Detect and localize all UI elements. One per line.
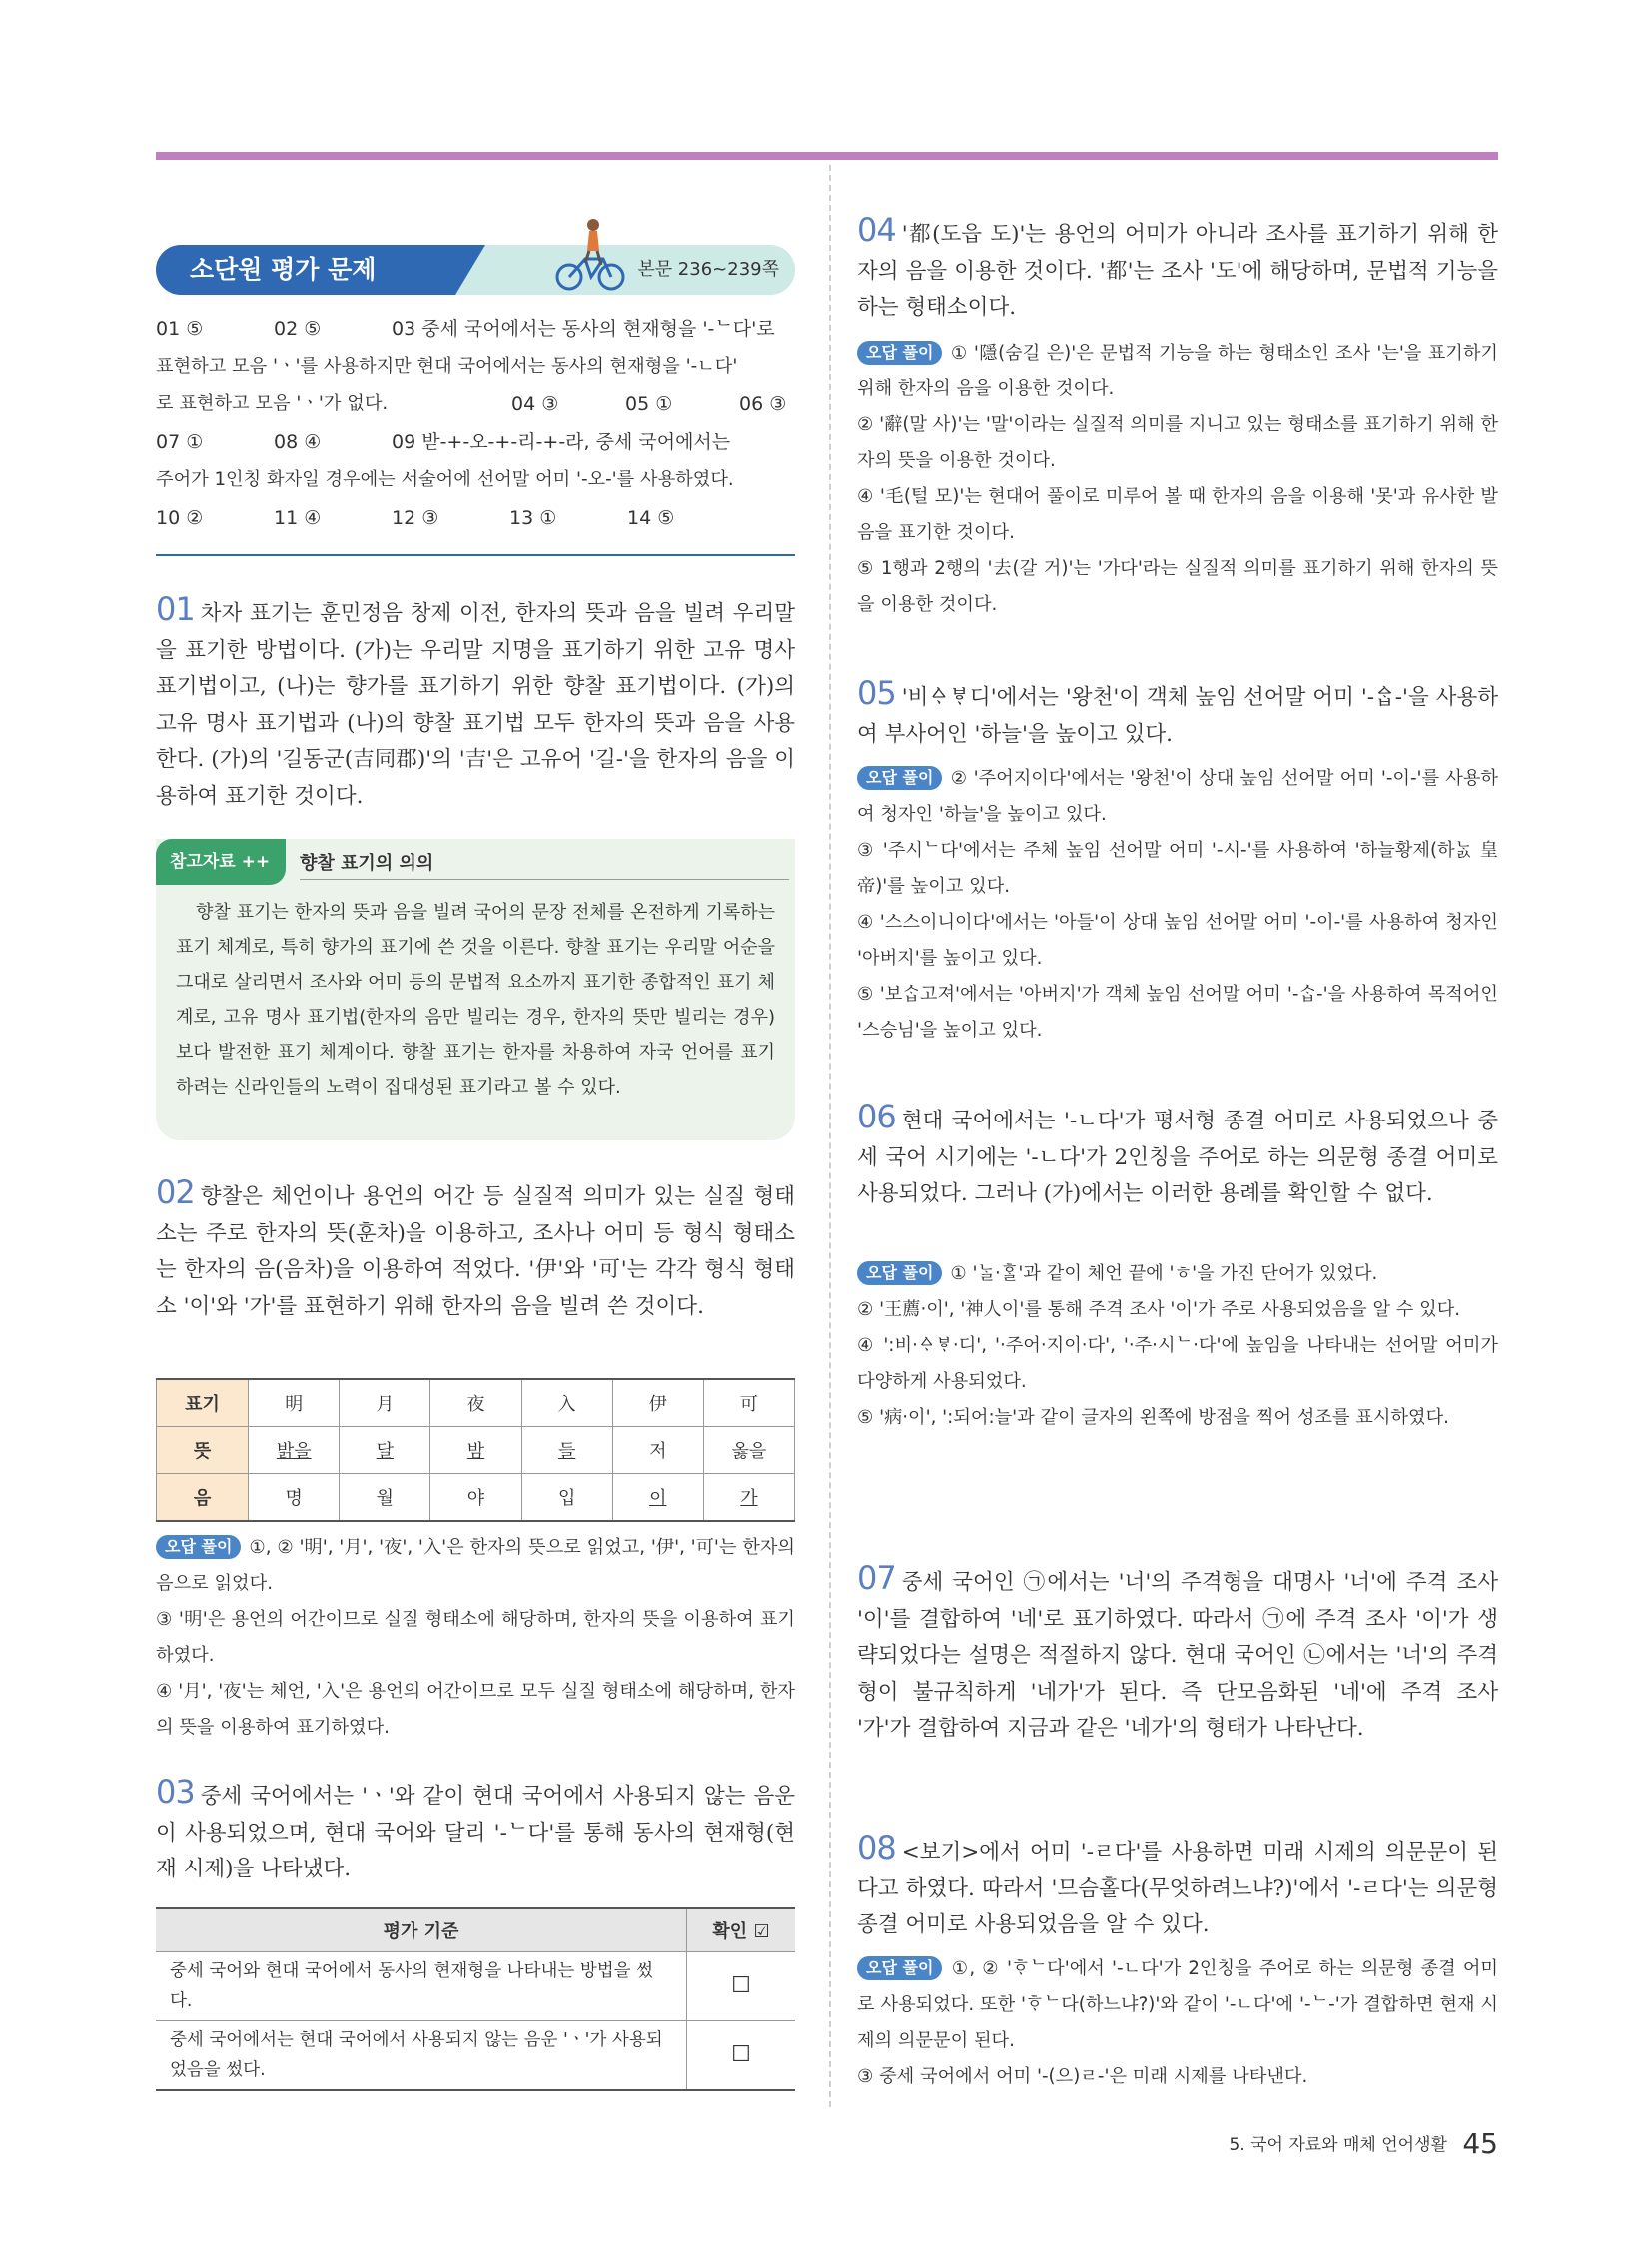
question-number: 01 — [156, 590, 195, 628]
table-cell: 밝을 — [249, 1427, 340, 1474]
wrong-answer-item: ② '주어지이다'에서는 '왕천'이 상대 높임 선어말 어미 '-이-'를 사용하여 청자인 '하늘'을 높이고 있다. — [857, 768, 1498, 825]
explanation-03 — [156, 1774, 795, 1888]
unit-banner — [156, 245, 795, 295]
explanation-text: 중세 국어에서는 'ㆍ'와 같이 현대 국어에서 사용되지 않는 음운이 사용되었으며, 현대 국어와 달리 '-ᄂ다'를 통해 동사의 현재형(현재 시제)을 나타냈다. — [156, 1784, 795, 1881]
answer-03-cont2: 로 표현하고 모음 'ㆍ'가 없다. — [156, 393, 389, 414]
explanation-07 — [857, 1560, 1498, 1748]
question-number: 07 — [857, 1559, 896, 1597]
answer-09-cont: 주어가 1인칭 화자일 경우에는 서술어에 선어말 어미 '-오-'를 사용하였다. — [156, 469, 734, 490]
criteria-cell: 중세 국어와 현대 국어에서 동사의 현재형을 나타내는 방법을 썼다. — [156, 1952, 687, 2021]
explanation-text: <보기>에서 어미 '-ㄹ다'를 사용하면 미래 시제의 의문문이 된다고 하였다. 따라서 '므슴홀다(무엇하려느냐?)'에서 '-ㄹ다'는 의문형 종결 어미로 사용되었음을 알 수 있다. — [857, 1840, 1498, 1937]
table-cell: 伊 — [612, 1379, 703, 1427]
answer-07: 07 ① — [156, 431, 204, 453]
reference-text: 향찰 표기는 한자의 뜻과 음을 빌려 국어의 문장 전체를 온전하게 기록하는 표기 체계로, 특히 향가의 표기에 쓴 것을 이른다. 향찰 표기는 우리말 어순을 그대로 살리면서 조사와 어미 등의 문법적 요소까지 표기한 종합적인 표기 체계로, 고유 명사 표기법(한자의 음만 빌리는 경우, 한자의 뜻만 빌리는 경우)보다 발전한 표기 체계이다. 향찰 표기는 한자를 차용하여 자국 언어를 표기하려는 신라인들의 노력이 집대성된 표기라고 볼 수 있다. — [176, 902, 775, 1098]
wrong-answer-item: ④ '毛(털 모)'는 현대어 풀이로 미루어 볼 때 한자의 음을 이용해 '못'과 유사한 발음을 표기한 것이다. — [857, 486, 1498, 543]
wrong-answer-05 — [857, 761, 1498, 1049]
table-header-cell: 표기 — [157, 1379, 249, 1427]
table-cell: 옳을 — [703, 1427, 794, 1474]
answer-12: 12 ③ — [392, 507, 439, 529]
wrong-answer-item: ⑤ '보ᄉᆞᆸ고져'에서는 '아버지'가 객체 높임 선어말 어미 '-ᄉᆞᆸ-'을 사용하여 목적어인 '스승님'을 높이고 있다. — [857, 984, 1498, 1041]
table-row — [157, 1379, 795, 1427]
wrong-answer-item: ② '辭(말 사)'는 '말'이라는 실질적 의미를 지니고 있는 형태소를 표기하기 위해 한자의 뜻을 이용한 것이다. — [857, 414, 1498, 471]
question-number: 02 — [156, 1173, 195, 1211]
wrong-answer-04 — [857, 336, 1498, 623]
answer-14: 14 ⑤ — [627, 507, 675, 529]
checkbox[interactable]: ☐ — [687, 2021, 796, 2091]
explanation-text: 차자 표기는 훈민정음 창제 이전, 한자의 뜻과 음을 빌려 우리말을 표기한 방법이다. (가)는 우리말 지명을 표기하기 위한 고유 명사 표기법이고, (나)는 향가를 표기하기 위한 향찰 표기법이다. (가)의 고유 명사 표기법과 (나)의 향찰 표기법 모두 한자의 뜻과 음을 사용한다. (가)의 '길동군(吉同郡)'의 '吉'은 고유어 '길-'을 한자의 음을 이용하여 표기한 것이다. — [156, 601, 795, 809]
answer-08: 08 ④ — [274, 431, 322, 453]
explanation-text: 향찰은 체언이나 용언의 어간 등 실질적 의미가 있는 실질 형태소는 주로 한자의 뜻(훈차)을 이용하고, 조사나 어미 등 형식 형태소는 한자의 음(음차)을 이용하여 적었다. '伊'와 '可'는 각각 형식 형태소 '이'와 '가'를 표현하기 위해 한자의 음을 빌려 쓴 것이다. — [156, 1184, 795, 1319]
question-number: 06 — [857, 1098, 896, 1135]
reference-body — [156, 895, 795, 1105]
criteria-cell: 중세 국어에서는 현대 국어에서 사용되지 않는 음운 'ㆍ'가 사용되었음을 썼다. — [156, 2021, 687, 2091]
top-rule — [156, 152, 1498, 160]
unit-title: 소단원 평가 문제 — [156, 245, 455, 295]
explanation-text: 중세 국어인 ㉠에서는 '너'의 주격형을 대명사 '너'에 주격 조사 '이'를 결합하여 '네'로 표기하였다. 따라서 ㉠에 주격 조사 '이'가 생략되었다는 설명은 적절하지 않다. 현대 국어인 ㉡에서는 '너'의 주격형이 불규칙하게 '네가'가 된다. 즉 단모음화된 '네'에 주격 조사 '가'가 결합하여 지금과 같은 '네가'의 형태가 나타난다. — [857, 1570, 1498, 1741]
explanation-text: '都(도읍 도)'는 용언의 어미가 아니라 조사를 표기하기 위해 한자의 음을 이용한 것이다. '都'는 조사 '도'에 해당하며, 문법적 기능을 하는 형태소이다. — [857, 222, 1498, 320]
table-row — [157, 1427, 795, 1474]
wrong-answer-08 — [857, 1951, 1498, 2095]
page-reference: 본문 236~239쪽 — [637, 259, 779, 280]
table-cell: 명 — [249, 1474, 340, 1522]
table-row — [156, 2021, 795, 2091]
table-row — [156, 1952, 795, 2021]
explanation-06 — [857, 1099, 1498, 1213]
answer-11: 11 ④ — [274, 507, 322, 529]
reference-tag: 참고자료 ++ — [156, 839, 286, 885]
explanation-05 — [857, 675, 1498, 753]
explanation-04 — [857, 212, 1498, 327]
table-cell: 明 — [249, 1379, 340, 1427]
table-cell: 월 — [340, 1474, 430, 1522]
wrong-answer-item: ①, ② 'ᄒᆞᄂ다'에서 '-ㄴ다'가 2인칭을 주어로 하는 의문형 종결 어미로 사용되었다. 또한 'ᄒᆞᄂ다(하느냐?)'와 같이 '-ㄴ다'에 '-ᄂ-'가 결합하면 현재 시제의 의문문이 된다. — [857, 1958, 1498, 2051]
hyangchal-table — [156, 1378, 795, 1522]
wrong-answer-badge: 오답 풀이 — [156, 1535, 241, 1559]
wrong-answer-item: ③ '明'은 용언의 어간이므로 실질 형태소에 해당하며, 한자의 뜻을 이용하여 표기하였다. — [156, 1609, 795, 1666]
table-cell: 밤 — [430, 1427, 521, 1474]
reference-title: 향찰 표기의 의의 — [300, 853, 434, 874]
table-cell: 이 — [612, 1474, 703, 1522]
table-cell: 들 — [521, 1427, 612, 1474]
cyclist-icon — [555, 217, 627, 293]
explanation-01 — [156, 591, 795, 815]
criteria-table — [156, 1907, 795, 2091]
answer-13: 13 ① — [509, 507, 557, 529]
table-cell: 입 — [521, 1474, 612, 1522]
question-number: 04 — [857, 211, 896, 249]
criteria-header: 평가 기준 — [156, 1908, 687, 1952]
explanation-02 — [156, 1174, 795, 1325]
answer-05: 05 ① — [625, 393, 673, 415]
wrong-answer-item: ⑤ '病·이', ':되어:늘'과 같이 글자의 왼쪽에 방점을 찍어 성조를 표시하였다. — [857, 1407, 1449, 1428]
wrong-answer-item: ② '王薦·이', '神人이'를 통해 주격 조사 '이'가 주로 사용되었음을 알 수 있다. — [857, 1299, 1461, 1320]
answer-key — [156, 310, 795, 537]
answer-key-rule — [156, 554, 795, 556]
explanation-text: 현대 국어에서는 '-ㄴ다'가 평서형 종결 어미로 사용되었으나 중세 국어 시기에는 '-ㄴ다'가 2인칭을 주어로 하는 의문형 종결 어미로 사용되었다. 그러나 (가)에서는 이러한 용례를 확인할 수 없다. — [857, 1109, 1498, 1206]
wrong-answer-badge: 오답 풀이 — [857, 1261, 942, 1285]
table-cell: 달 — [340, 1427, 430, 1474]
answer-02: 02 ⑤ — [274, 318, 322, 340]
table-cell: 可 — [703, 1379, 794, 1427]
checkbox[interactable]: ☐ — [687, 1952, 796, 2021]
column-divider — [829, 165, 831, 2107]
wrong-answer-badge: 오답 풀이 — [857, 766, 942, 790]
answer-10: 10 ② — [156, 507, 204, 529]
wrong-answer-item: ③ '주시ᄂ다'에서는 주체 높임 선어말 어미 '-시-'를 사용하여 '하늘황제(하ᄂᆞᆳ 皇帝)'를 높이고 있다. — [857, 840, 1498, 897]
wrong-answer-item: ⑤ 1행과 2행의 '去(갈 거)'는 '가다'라는 실질적 의미를 표기하기 위해 한자의 뜻을 이용한 것이다. — [857, 558, 1498, 615]
reference-title-rule — [300, 879, 789, 880]
answer-01: 01 ⑤ — [156, 318, 204, 340]
answer-06: 06 ③ — [739, 393, 787, 415]
table-row — [157, 1474, 795, 1522]
wrong-answer-item: ④ '스스이니이다'에서는 '아들'이 상대 높임 선어말 어미 '-이-'를 사용하여 청자인 '아버지'를 높이고 있다. — [857, 912, 1498, 969]
answer-09: 09 받-+-오-+-리-+-라, 중세 국어에서는 — [392, 431, 731, 453]
page-number: 45 — [1462, 2127, 1498, 2160]
explanation-08 — [857, 1830, 1498, 1944]
wrong-answer-item: ① '隱(숨길 은)'은 문법적 기능을 하는 형태소인 조사 '는'을 표기하기 위해 한자의 음을 이용한 것이다. — [857, 343, 1498, 399]
answer-03-cont: 표현하고 모음 'ㆍ'를 사용하지만 현대 국어에서는 동사의 현재형을 '-ㄴ다' — [156, 356, 738, 376]
question-number: 05 — [857, 674, 896, 712]
wrong-answer-item: ④ '月', '夜'는 체언, '入'은 용언의 어간이므로 모두 실질 형태소에 해당하며, 한자의 뜻을 이용하여 표기하였다. — [156, 1681, 795, 1738]
wrong-answer-item: ③ 중세 국어에서 어미 '-(으)ㄹ-'은 미래 시제를 나타낸다. — [857, 2066, 1308, 2087]
table-cell: 月 — [340, 1379, 430, 1427]
table-cell: 夜 — [430, 1379, 521, 1427]
page-footer — [1229, 2127, 1498, 2160]
table-header-cell: 음 — [157, 1474, 249, 1522]
explanation-text: '비ᅀᆞᄫᆞ디'에서는 '왕천'이 객체 높임 선어말 어미 '-ᅀᆞᆸ-'을 사용하여 부사어인 '하늘'을 높이고 있다. — [857, 685, 1498, 747]
answer-03: 03 중세 국어에서는 동사의 현재형을 '-ᄂ다'로 — [392, 318, 775, 340]
question-number: 08 — [857, 1829, 896, 1867]
wrong-answer-item: ④ ':비·ᅀᆞᄫᆞ·디', '·주어·지이·다', '·주·시ᄂ·다'에 높임을 나타내는 선어말 어미가 다양하게 사용되었다. — [857, 1335, 1498, 1392]
wrong-answer-item: ① 'ᄂᆞᆯ·ᄒᆞᆯ'과 같이 체언 끝에 'ㅎ'을 가진 단어가 있었다. — [950, 1263, 1378, 1284]
section-title: 5. 국어 자료와 매체 언어생활 — [1229, 2135, 1447, 2155]
table-cell: 저 — [612, 1427, 703, 1474]
wrong-answer-02 — [156, 1530, 795, 1746]
question-number: 03 — [156, 1773, 195, 1811]
table-cell: 야 — [430, 1474, 521, 1522]
table-cell: 入 — [521, 1379, 612, 1427]
table-header-cell: 뜻 — [157, 1427, 249, 1474]
answer-04: 04 ③ — [511, 393, 559, 415]
table-cell: 가 — [703, 1474, 794, 1522]
wrong-answer-06 — [857, 1256, 1498, 1436]
check-header: 확인 ☑ — [687, 1908, 796, 1952]
wrong-answer-item: ①, ② '明', '月', '夜', '入'은 한자의 뜻으로 읽었고, '伊', '可'는 한자의 음으로 읽었다. — [156, 1537, 795, 1594]
wrong-answer-badge: 오답 풀이 — [857, 1956, 942, 1980]
table-header-row — [156, 1908, 795, 1952]
wrong-answer-badge: 오답 풀이 — [857, 341, 942, 365]
